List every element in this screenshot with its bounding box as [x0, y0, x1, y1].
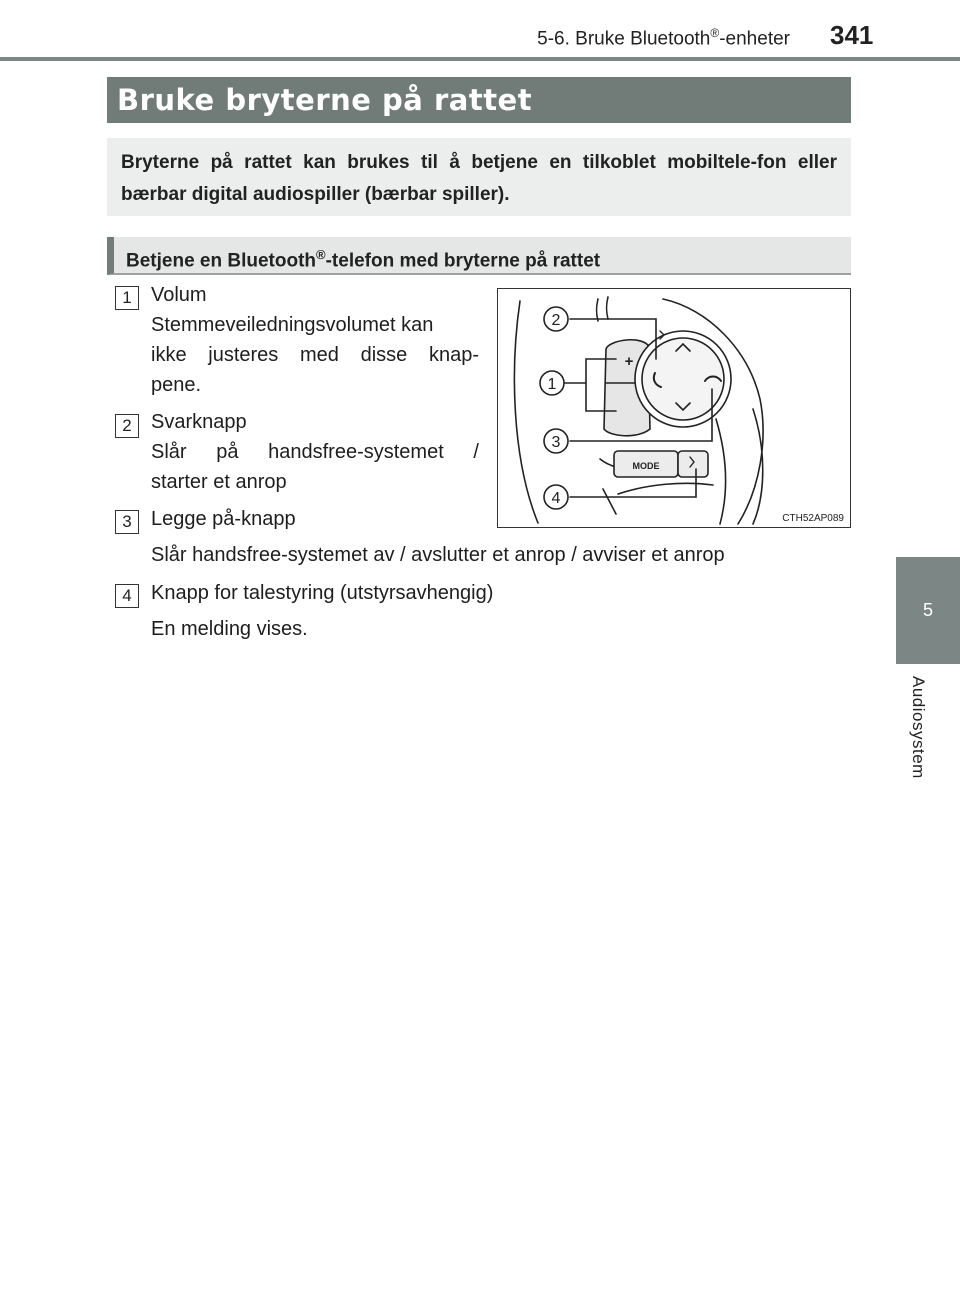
mode-label: MODE	[632, 461, 660, 471]
steering-wheel-illustration	[498, 289, 850, 527]
page-number: 341	[830, 20, 874, 50]
wheel-rim-inner	[716, 419, 726, 524]
item-description-line: Slår handsfree-systemet av / avslutter et anrop / avviser et anrop	[151, 544, 725, 566]
figure-code: CTH52AP089	[782, 513, 844, 524]
list-item	[151, 407, 479, 497]
list-item	[151, 280, 479, 400]
subheading-suffix: -telefon med bryterne på rattet	[325, 250, 601, 272]
wheel-rim-outer	[753, 409, 763, 524]
intro-text: Bryterne på rattet kan brukes til å betjene en tilkoblet mobiltele-fon eller bærbar digital audiospiller (bærbar spiller).	[121, 152, 837, 205]
item-title: Volum	[151, 284, 207, 306]
item-description-line: ikke justeres med disse knap-	[151, 344, 479, 366]
item-title: Knapp for talestyring (utstyrsavhengig)	[151, 582, 494, 604]
wheel-trim-top	[607, 297, 609, 319]
item-number: 2	[115, 414, 139, 438]
item-description-line: starter et anrop	[151, 471, 287, 493]
callout-label: 1	[547, 376, 557, 393]
wheel-trim-top	[597, 299, 599, 321]
running-header	[0, 26, 790, 50]
item-number: 3	[115, 510, 139, 534]
list-item	[151, 578, 851, 644]
callout-label: 3	[551, 434, 561, 451]
header-section: 5-6. Bruke Bluetooth	[537, 28, 711, 50]
callout-label: 4	[551, 490, 561, 507]
spoke-crease	[603, 489, 616, 514]
header-rule	[0, 57, 960, 61]
subheading	[107, 237, 851, 275]
callout-label: 2	[551, 312, 561, 329]
item-description-line: pene.	[151, 374, 202, 396]
volume-plus-label: +	[624, 353, 634, 370]
chapter-number: 5	[922, 600, 933, 620]
chapter-tab[interactable]	[896, 557, 960, 664]
wheel-rim-left	[514, 301, 538, 523]
subheading-text: Betjene en Bluetooth	[126, 250, 317, 272]
item-description-line: Slår på handsfree-systemet /	[151, 441, 479, 463]
intro-box	[107, 138, 851, 216]
item-title: Svarknapp	[151, 411, 247, 433]
steering-switch-figure	[497, 288, 851, 528]
item-description-line: Stemmeveiledningsvolumet kan	[151, 314, 434, 336]
header-registered-mark: ®	[710, 26, 720, 40]
subheading-registered-mark: ®	[316, 247, 326, 262]
item-number: 1	[115, 286, 139, 310]
item-number: 4	[115, 584, 139, 608]
item-description-line: En melding vises.	[151, 618, 308, 640]
spoke-edge-lower	[618, 483, 713, 494]
item-title: Legge på-knapp	[151, 508, 296, 530]
section-title: Bruke bryterne på rattet	[107, 77, 851, 123]
chapter-label: Audiosystem	[909, 676, 928, 779]
header-section-suffix: -enheter	[719, 28, 790, 50]
